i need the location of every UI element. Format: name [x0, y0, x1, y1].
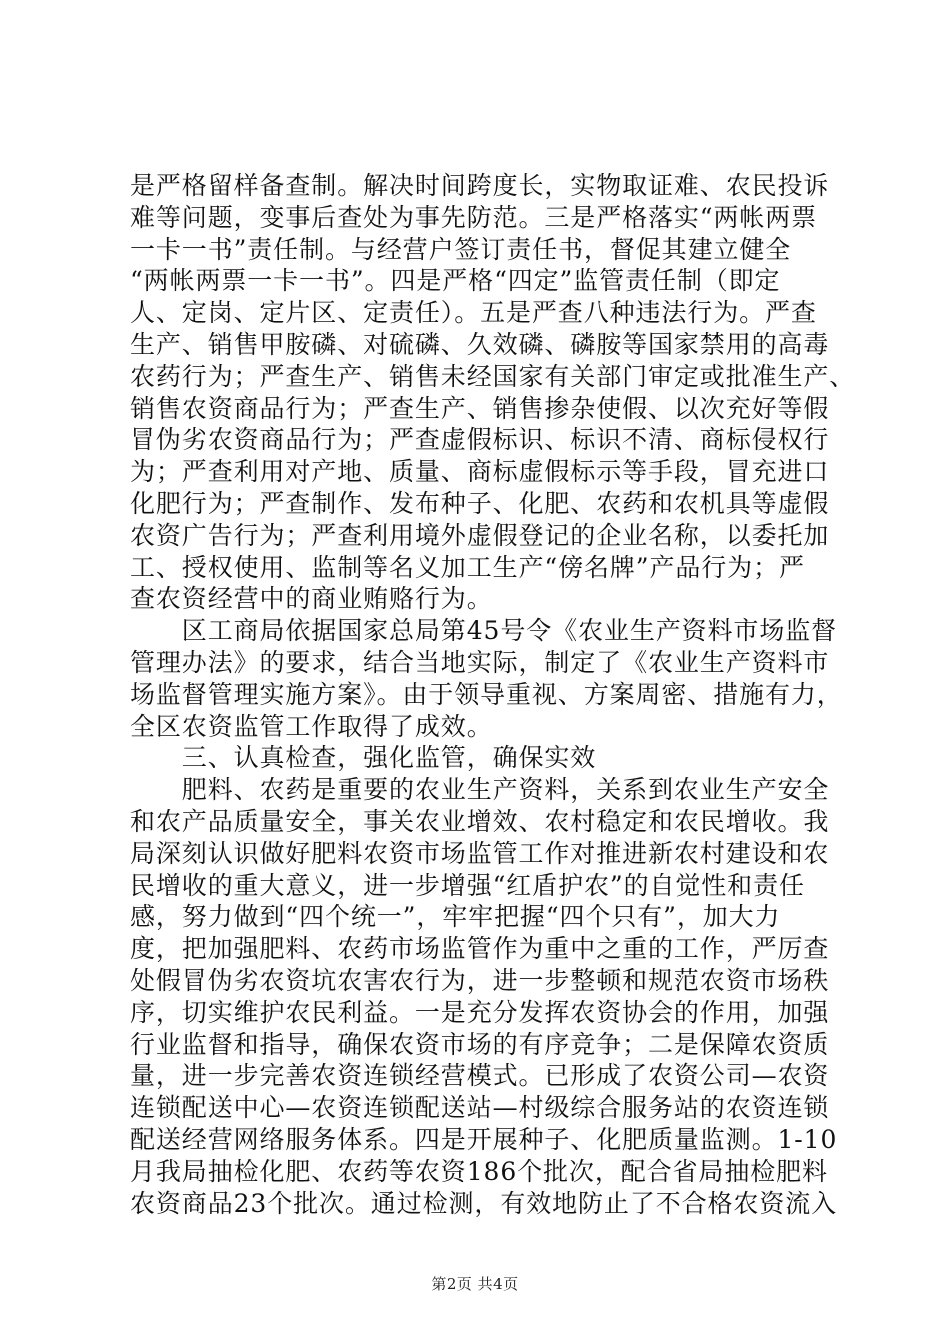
- text-line: 处假冒伪劣农资坑农害农行为，进一步整顿和规范农资市场秩: [130, 965, 830, 995]
- text-line: 行业监督和指导，确保农资市场的有序竞争；二是保障农资质: [130, 1029, 830, 1059]
- text-line: 月我局抽检化肥、农药等农资186个批次，配合省局抽检肥料: [130, 1156, 828, 1186]
- text-line: 和农产品质量安全，事关农业增效、农村稳定和农民增收。我: [130, 806, 830, 836]
- text-line: 工、授权使用、监制等名义加工生产“傍名牌”产品行为；严: [130, 552, 805, 582]
- text-line: “两帐两票一卡一书”。四是严格“四定”监管责任制（即定: [130, 266, 781, 296]
- text-line: 民增收的重大意义，进一步增强“红盾护农”的自觉性和责任: [130, 870, 805, 900]
- text-line: 查农资经营中的商业贿赂行为。: [130, 584, 493, 614]
- text-line: 管理办法》的要求，结合当地实际，制定了《农业生产资料市: [130, 647, 830, 677]
- text-line: 生产、销售甲胺磷、对硫磷、久效磷、磷胺等国家禁用的高毒: [130, 329, 830, 359]
- text-line: 是严格留样备查制。解决时间跨度长，实物取证难、农民投诉: [130, 171, 830, 200]
- text-line: 肥料、农药是重要的农业生产资料，关系到农业生产安全: [130, 775, 830, 805]
- text-line: 人、定岗、定片区、定责任）。五是严查八种违法行为。严查: [130, 298, 817, 328]
- text-line: 场监督管理实施方案》。由于领导重视、方案周密、措施有力，: [130, 679, 843, 709]
- text-line: 化肥行为；严查制作、发布种子、化肥、农药和农机具等虚假: [130, 488, 830, 518]
- document-body: [130, 170, 856, 1219]
- text-line: 一卡一书”责任制。与经营户签订责任书，督促其建立健全: [130, 234, 792, 264]
- section-heading: 三、认真检查，强化监管，确保实效: [130, 743, 597, 773]
- text-line: 局深刻认识做好肥料农资市场监管工作对推进新农村建设和农: [130, 838, 830, 868]
- text-line: 为；严查利用对产地、质量、商标虚假标示等手段，冒充进口: [130, 457, 830, 487]
- text-line: 冒伪劣农资商品行为；严查虚假标识、标识不清、商标侵权行: [130, 425, 830, 455]
- text-line: 配送经营网络服务体系。四是开展种子、化肥质量监测。1-10: [130, 1124, 838, 1154]
- page-number-footer: 第2页 共4页: [431, 1275, 519, 1293]
- text-line: 连锁配送中心—农资连锁配送站—村级综合服务站的农资连锁: [130, 1093, 830, 1123]
- text-line: 度，把加强肥料、农药市场监管作为重中之重的工作，严厉查: [130, 934, 830, 964]
- text-line: 量，进一步完善农资连锁经营模式。已形成了农资公司—农资: [130, 1061, 830, 1091]
- text-line: 难等问题，变事后查处为事先防范。三是严格落实“两帐两票: [130, 202, 818, 232]
- text-line: 农药行为；严查生产、销售未经国家有关部门审定或批准生产、: [130, 361, 856, 391]
- text-line: 序，切实维护农民利益。一是充分发挥农资协会的作用，加强: [130, 997, 830, 1027]
- text-line: 农资商品23个批次。通过检测，有效地防止了不合格农资流入: [130, 1188, 838, 1218]
- text-line: 农资广告行为；严查利用境外虚假登记的企业名称，以委托加: [130, 520, 830, 550]
- text-line: 感，努力做到“四个统一”，牢牢把握“四个只有”，加大力: [130, 902, 781, 932]
- text-line: 区工商局依据国家总局第45号令《农业生产资料市场监督: [130, 616, 838, 646]
- text-line: 全区农资监管工作取得了成效。: [130, 711, 493, 741]
- text-line: 销售农资商品行为；严查生产、销售掺杂使假、以次充好等假: [130, 393, 830, 423]
